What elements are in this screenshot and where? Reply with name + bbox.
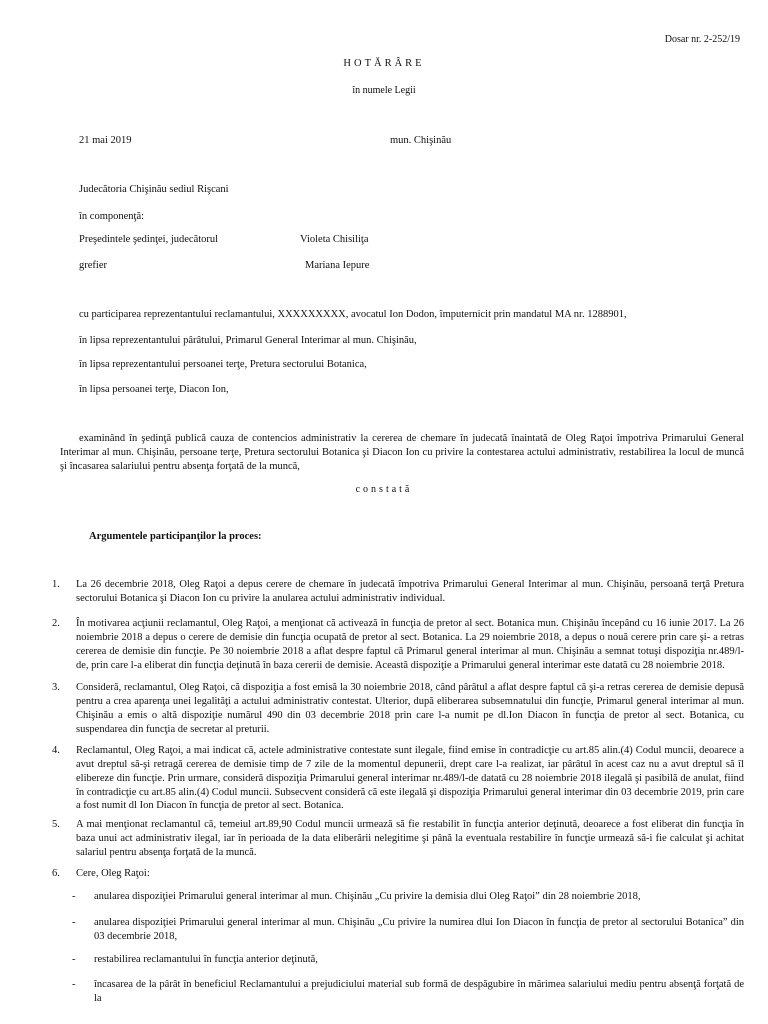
request-dash: - — [72, 891, 76, 902]
decision-city: mun. Chişinău — [390, 135, 452, 146]
participation-line: în lipsa reprezentantului pârâtului, Primarul General Interimar al mun. Chişinău, — [79, 335, 417, 346]
clerk-label: grefier — [79, 260, 107, 271]
item-number: 5. — [52, 819, 60, 830]
constata-heading: constată — [355, 484, 413, 495]
court-name: Judecătoria Chişinău sediul Rişcani — [79, 184, 229, 195]
item-number: 3. — [52, 682, 60, 693]
item-text: La 26 decembrie 2018, Oleg Raţoi a depus cerere de chemare în judecată împotriva Primarului General Interimar al mun. Chişinău, persoană terţă Pretura sectorului Botanica şi Diacon Ion cu privire la anularea actului administrativ individual. — [76, 579, 744, 604]
arguments-heading: Argumentele participanţilor la proces: — [89, 531, 262, 542]
composition-label: în componenţă: — [79, 211, 145, 222]
request-text: restabilirea reclamantului în funcţia anterior deţinută, — [94, 954, 318, 965]
participation-line: cu participarea reprezentantului reclamantului, XXXXXXXXX, avocatul Ion Dodon, împuternicit prin mandatul MA nr. 1288901, — [79, 309, 627, 320]
request-dash: - — [72, 954, 76, 965]
item-text: Reclamantul, Oleg Raţoi, a mai indicat că, actele administrative contestate sunt ilegale, fiind emise în contradicţie cu art.85 alin.(4) Codul muncii, deoarece a avut dreptul să-şi retragă cererea de demisie timp de 7 zile de la momentul depunerii, drept care l-a realizat, iar pârâtul în acest caz nu a avut dreptul să îl elibereze din funcţie. Prin urmare, consideră dispoziţia Primarului general interimar nr.489/l-de datată cu 28 noiembrie 2018 ilegală şi pasibilă de anulat, fiind în contradicţie cu art.85 alin.(4) Codul muncii. Subsecvent consideră că este ilegală şi dispoziţia Primarului general interimar din 03 decembrie 2019, prin care a fost numit dl Ion Diacon în funcţia de pretor al sect. Botanica. — [76, 745, 744, 812]
request-dash: - — [72, 917, 76, 928]
request-dash: - — [72, 979, 76, 990]
request-text: anularea dispoziţiei Primarului general interimar al mun. Chişinău „Cu privire la demisia dlui Oleg Raţoi” din 28 noiembrie 2018, — [94, 891, 641, 902]
participation-line: în lipsa reprezentantului persoanei terţe, Pretura sectorului Botanica, — [79, 359, 367, 370]
item-number: 4. — [52, 745, 60, 756]
item-number: 1. — [52, 579, 60, 590]
document-subtitle: în numele Legii — [352, 85, 416, 96]
presiding-label: Preşedintele şedinţei, judecătorul — [79, 234, 219, 245]
item-text: În motivarea acţiunii reclamantul, Oleg Raţoi, a menţionat că activează în funcţia de pretor al sect. Botanica mun. Chişinău începând cu 16 iunie 2017. La 26 noiembrie 2018 a depus o cerere de demisie din funcţia ocupată de pretor al sect. Botanica. La 29 noiembrie 2018, a depus o nouă cerere prin care şi- a retras cererea de demisie din funcţie. Pe 30 noiembrie 2018 a aflat despre faptul că Primarul general interimar al mun. Chişinău a semnat totuşi dispoziţia nr.489/l-de, prin care l-a eliberat din funcţia deţinută în baza cererii de demisie. Această dispoziţie a Primarului general interimar este datată cu 28 noiembrie 2018. — [76, 618, 744, 671]
case-number: Dosar nr. 2-252/19 — [664, 34, 740, 45]
request-text: anularea dispoziţiei Primarului general interimar al mun. Chişinău „Cu privire la numirea dlui Ion Diacon în funcţia de pretor al sectorului Botanica” din 03 decembrie 2018, — [94, 917, 744, 942]
item-text: Cere, Oleg Raţoi: — [76, 868, 150, 879]
presiding-name: Violeta Chisiliţa — [300, 234, 369, 245]
item-number: 6. — [52, 868, 60, 879]
item-text: A mai menţionat reclamantul că, temeiul art.89,90 Codul muncii urmează să fie restabilit în funcţia anterior deţinută, deoarece a fost eliberat din funcţia în baza unui act administrativ ilegal, iar în perioada de la data eliberării nelegitime şi până la eventuala restabilire în funcţie urmează să-i fie calculat şi achitat salariul pentru absenţa forţată de la muncă. — [76, 819, 744, 858]
decision-date: 21 mai 2019 — [79, 135, 132, 146]
item-text: Consideră, reclamantul, Oleg Raţoi, că dispoziţia a fost emisă la 30 noiembrie 2018, când pârâtul a aflat despre faptul că şi-a retras cererea de demisie depusă pentru a crea aparenţa unei legalităţi a actului administrativ contestat. Ulterior, după eliberarea subsemnatului din funcţie, Primarul general interimar al mun. Chişinău a emis o altă dispoziţie numărul 490 din 03 decembrie 2018 prin care l-a numit pe dl.Ion Diacon în funcţia de pretor al sect. Botanica, cu suspendarea din funcţia de secretar al preturii. — [76, 682, 744, 735]
request-text: încasarea de la pârât în beneficiul Reclamantului a prejudiciului material sub formă de despăgubire în mărimea salariului mediu pentru absenţă forţată de la — [94, 979, 744, 1004]
document-title: HOTĂRÂRE — [343, 58, 425, 69]
participation-line: în lipsa persoanei terţe, Diacon Ion, — [79, 384, 229, 395]
examining-paragraph: examinând în şedinţă publică cauza de contencios administrativ la cererea de chemare în judecată înaintată de Oleg Raţoi împotriva Primarului General Interimar al mun. Chişinău, persoane terţe, Pretura sectorului Botanica şi Diacon Ion cu privire la contestarea actului administrativ, restabilirea la locul de muncă şi încasarea salariului pentru absenţa forţată de la muncă, — [60, 433, 744, 472]
item-number: 2. — [52, 618, 60, 629]
clerk-name: Mariana Iepure — [305, 260, 370, 271]
